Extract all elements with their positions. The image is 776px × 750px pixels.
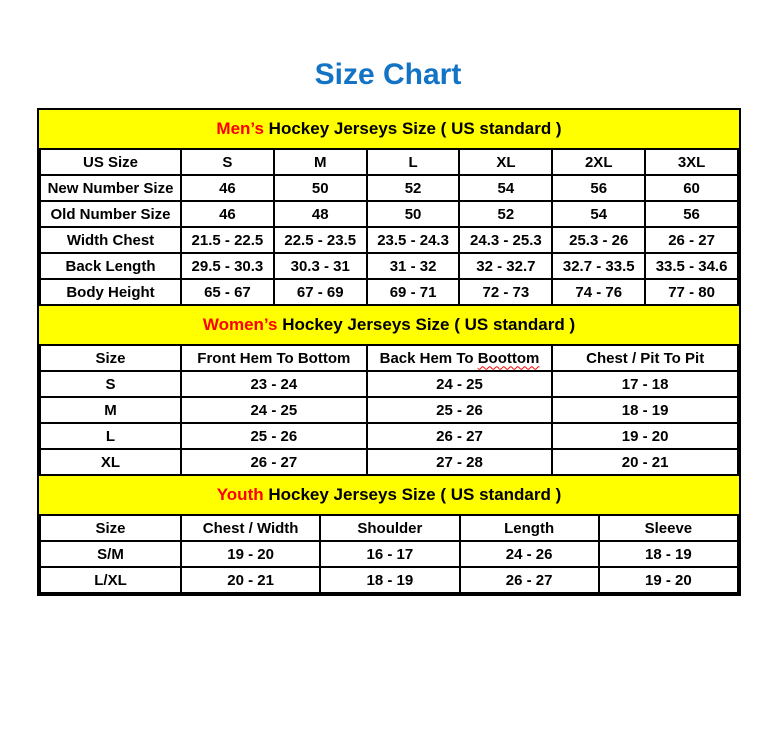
section-header-youth [39, 476, 739, 514]
column-header-cell: Chest / Pit To Pit [552, 345, 738, 371]
value-cell: 25.3 - 26 [552, 227, 645, 253]
value-cell: 24.3 - 25.3 [459, 227, 552, 253]
column-header-cell: Shoulder [320, 515, 459, 541]
column-header-row [40, 515, 738, 541]
table-row [40, 279, 738, 305]
column-header-text: Back Hem To [379, 349, 478, 367]
column-header-cell: US Size [40, 149, 181, 175]
section-title-accent: Men’s [216, 119, 264, 138]
section-header-men [39, 110, 739, 148]
value-cell: 23.5 - 24.3 [367, 227, 460, 253]
value-cell: 20 - 21 [552, 449, 738, 475]
value-cell: 32.7 - 33.5 [552, 253, 645, 279]
value-cell: 30.3 - 31 [274, 253, 367, 279]
value-cell: 52 [459, 201, 552, 227]
column-header-cell: Chest / Width [181, 515, 320, 541]
value-cell: 24 - 25 [367, 371, 553, 397]
section-title-accent: Women’s [202, 315, 278, 334]
value-cell: 18 - 19 [599, 541, 738, 567]
value-cell: 19 - 20 [181, 541, 320, 567]
row-label-cell: Old Number Size [40, 201, 181, 227]
value-cell: 65 - 67 [181, 279, 274, 305]
value-cell: 54 [552, 201, 645, 227]
value-cell: 33.5 - 34.6 [645, 253, 738, 279]
value-cell: 77 - 80 [645, 279, 738, 305]
value-cell: 29.5 - 30.3 [181, 253, 274, 279]
row-label-cell: Width Chest [40, 227, 181, 253]
value-cell: 17 - 18 [552, 371, 738, 397]
value-cell: 19 - 20 [599, 567, 738, 593]
women-size-table [39, 344, 739, 476]
column-header-row [40, 345, 738, 371]
youth-size-table [39, 514, 739, 594]
value-cell: 26 - 27 [460, 567, 599, 593]
size-chart [37, 108, 741, 596]
value-cell: 23 - 24 [181, 371, 367, 397]
column-header-cell: S [181, 149, 274, 175]
row-label-cell: S/M [40, 541, 181, 567]
table-row [40, 541, 738, 567]
column-header-cell: Size [40, 515, 181, 541]
value-cell: 50 [274, 175, 367, 201]
page-title: Size Chart [314, 58, 462, 91]
section-title-rest: Hockey Jerseys Size ( US standard ) [263, 485, 562, 504]
row-label-cell: New Number Size [40, 175, 181, 201]
column-header-cell: Sleeve [599, 515, 738, 541]
row-label-cell: M [40, 397, 181, 423]
row-label-cell: L/XL [40, 567, 181, 593]
section-title-accent: Youth [216, 485, 264, 504]
value-cell: 48 [274, 201, 367, 227]
men-size-table [39, 148, 739, 306]
row-label-cell: Body Height [40, 279, 181, 305]
section-title-rest: Hockey Jerseys Size ( US standard ) [277, 315, 576, 334]
value-cell: 27 - 28 [367, 449, 553, 475]
value-cell: 21.5 - 22.5 [181, 227, 274, 253]
value-cell: 46 [181, 201, 274, 227]
value-cell: 67 - 69 [274, 279, 367, 305]
value-cell: 20 - 21 [181, 567, 320, 593]
value-cell: 31 - 32 [367, 253, 460, 279]
value-cell: 56 [552, 175, 645, 201]
value-cell: 26 - 27 [645, 227, 738, 253]
column-header-cell: 3XL [645, 149, 738, 175]
value-cell: 50 [367, 201, 460, 227]
column-header-cell: Size [40, 345, 181, 371]
table-row [40, 253, 738, 279]
value-cell: 26 - 27 [367, 423, 553, 449]
value-cell: 26 - 27 [181, 449, 367, 475]
value-cell: 18 - 19 [552, 397, 738, 423]
column-header-cell: Front Hem To Bottom [181, 345, 367, 371]
table-row [40, 371, 738, 397]
value-cell: 25 - 26 [181, 423, 367, 449]
column-header-cell: M [274, 149, 367, 175]
value-cell: 56 [645, 201, 738, 227]
value-cell: 16 - 17 [320, 541, 459, 567]
value-cell: 69 - 71 [367, 279, 460, 305]
row-label-cell: L [40, 423, 181, 449]
column-header-cell [367, 345, 553, 371]
value-cell: 22.5 - 23.5 [274, 227, 367, 253]
value-cell: 18 - 19 [320, 567, 459, 593]
value-cell: 19 - 20 [552, 423, 738, 449]
value-cell: 52 [367, 175, 460, 201]
table-row [40, 423, 738, 449]
column-header-cell: XL [459, 149, 552, 175]
column-header-cell: 2XL [552, 149, 645, 175]
value-cell: 25 - 26 [367, 397, 553, 423]
table-row [40, 175, 738, 201]
misspelled-word: Boottom [477, 349, 540, 367]
table-row [40, 227, 738, 253]
value-cell: 60 [645, 175, 738, 201]
section-title-rest: Hockey Jerseys Size ( US standard ) [263, 119, 562, 138]
section-header-women [39, 306, 739, 344]
column-header-row [40, 149, 738, 175]
value-cell: 72 - 73 [459, 279, 552, 305]
column-header-cell: Length [460, 515, 599, 541]
value-cell: 46 [181, 175, 274, 201]
value-cell: 74 - 76 [552, 279, 645, 305]
row-label-cell: XL [40, 449, 181, 475]
table-row [40, 449, 738, 475]
table-row [40, 201, 738, 227]
row-label-cell: Back Length [40, 253, 181, 279]
table-row [40, 397, 738, 423]
value-cell: 24 - 26 [460, 541, 599, 567]
value-cell: 54 [459, 175, 552, 201]
row-label-cell: S [40, 371, 181, 397]
value-cell: 32 - 32.7 [459, 253, 552, 279]
column-header-cell: L [367, 149, 460, 175]
table-row [40, 567, 738, 593]
value-cell: 24 - 25 [181, 397, 367, 423]
